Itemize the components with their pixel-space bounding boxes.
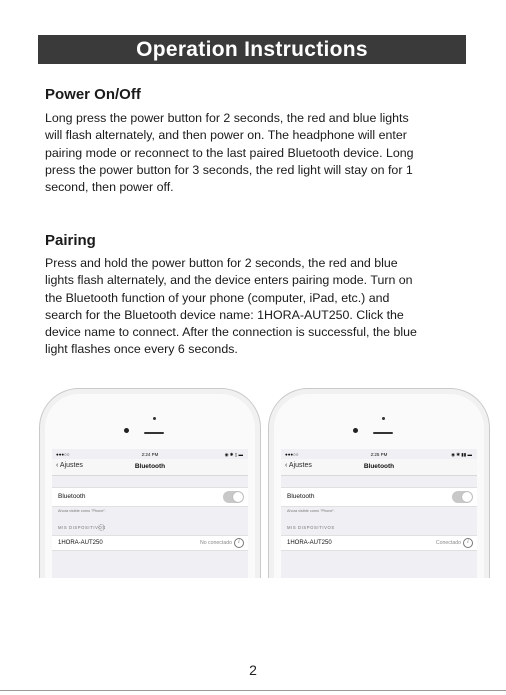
power-line: second, then power off. bbox=[45, 180, 174, 195]
nav-title: Bluetooth bbox=[363, 463, 395, 470]
signal-icon: ●●●○○ bbox=[56, 452, 70, 457]
pairing-line: the Bluetooth function of your phone (computer, iPad, etc.) and bbox=[45, 290, 390, 305]
sensor-icon bbox=[153, 417, 156, 420]
status-bar bbox=[52, 449, 248, 459]
speaker-icon bbox=[144, 432, 164, 434]
section-heading-power: Power On/Off bbox=[45, 86, 141, 103]
toggle-knob bbox=[462, 492, 472, 502]
divider bbox=[0, 690, 506, 691]
nav-bar bbox=[281, 459, 477, 476]
section-heading-pairing: Pairing bbox=[45, 232, 96, 249]
device-name: 1HORA-AUT250 bbox=[287, 540, 332, 546]
device-status: Conectado bbox=[435, 540, 461, 546]
pairing-paragraph bbox=[45, 255, 457, 359]
device-status: No conectado bbox=[199, 540, 232, 546]
bluetooth-row bbox=[52, 487, 248, 507]
chevron-left-icon: ‹ bbox=[56, 462, 59, 469]
toggle-knob bbox=[233, 492, 243, 502]
chevron-left-icon: ‹ bbox=[285, 462, 288, 469]
page-title: Operation Instructions bbox=[38, 35, 466, 64]
back-label: Ajustes bbox=[59, 462, 83, 469]
status-icons: ◉ ✱ ▮▮ ▬ bbox=[451, 452, 472, 457]
power-line: press the power button for 3 seconds, the red light will stay on for 1 bbox=[45, 162, 413, 177]
speaker-icon bbox=[373, 432, 393, 434]
signal-icon: ●●●○○ bbox=[285, 452, 299, 457]
pairing-line: Press and hold the power button for 2 seconds, the red and blue bbox=[45, 256, 398, 270]
info-icon[interactable]: i bbox=[463, 538, 473, 548]
pairing-line: light flashes once every 6 seconds. bbox=[45, 342, 238, 357]
bluetooth-toggle[interactable] bbox=[223, 491, 244, 503]
phone-body bbox=[268, 388, 490, 578]
back-label: Ajustes bbox=[288, 462, 312, 469]
pairing-line: device name to connect. After the connection is successful, the blue bbox=[45, 325, 417, 340]
status-time: 2:24 PM bbox=[141, 452, 159, 457]
devices-section-label: MIS DISPOSITIVOS bbox=[287, 525, 335, 530]
device-name: 1HORA-AUT250 bbox=[58, 540, 103, 546]
camera-icon bbox=[124, 428, 129, 433]
status-time: 2:25 PM bbox=[370, 452, 388, 457]
status-bar bbox=[281, 449, 477, 459]
bluetooth-label: Bluetooth bbox=[58, 493, 86, 500]
status-icons: ◉ ✱ ▯ ▬ bbox=[224, 452, 243, 457]
bluetooth-row bbox=[281, 487, 477, 507]
camera-icon bbox=[353, 428, 358, 433]
sensor-icon bbox=[382, 417, 385, 420]
devices-section-label: MIS DISPOSITIVOS bbox=[58, 525, 106, 530]
phone-screen bbox=[281, 449, 477, 578]
power-line: pairing mode or reconnect to the last paired Bluetooth device. Long bbox=[45, 145, 414, 160]
power-paragraph bbox=[45, 110, 457, 196]
bluetooth-label: Bluetooth bbox=[287, 493, 315, 500]
pairing-line: lights flash alternately, and the device enters pairing mode. Turn on bbox=[45, 273, 413, 288]
device-row[interactable] bbox=[281, 535, 477, 551]
pairing-line: search for the Bluetooth device name: 1HORA-AUT250. Click the bbox=[45, 307, 404, 322]
page-number: 2 bbox=[249, 662, 257, 678]
bluetooth-toggle[interactable] bbox=[452, 491, 473, 503]
phone-screen bbox=[52, 449, 248, 578]
phone-illustration-connected bbox=[268, 388, 490, 578]
phone-body bbox=[39, 388, 261, 578]
visibility-note: Ahora visible como "Phone". bbox=[58, 509, 106, 513]
power-line: Long press the power button for 2 seconds, the red and blue lights bbox=[45, 111, 409, 125]
visibility-note: Ahora visible como "Phone". bbox=[287, 509, 335, 513]
loading-spinner-icon bbox=[98, 524, 105, 531]
power-line: will flash alternately, and then power on. The headphone will enter bbox=[45, 128, 407, 143]
nav-title: Bluetooth bbox=[134, 463, 166, 470]
info-icon[interactable]: i bbox=[234, 538, 244, 548]
nav-bar bbox=[52, 459, 248, 476]
phone-illustration-disconnected bbox=[39, 388, 261, 578]
device-row[interactable] bbox=[52, 535, 248, 551]
